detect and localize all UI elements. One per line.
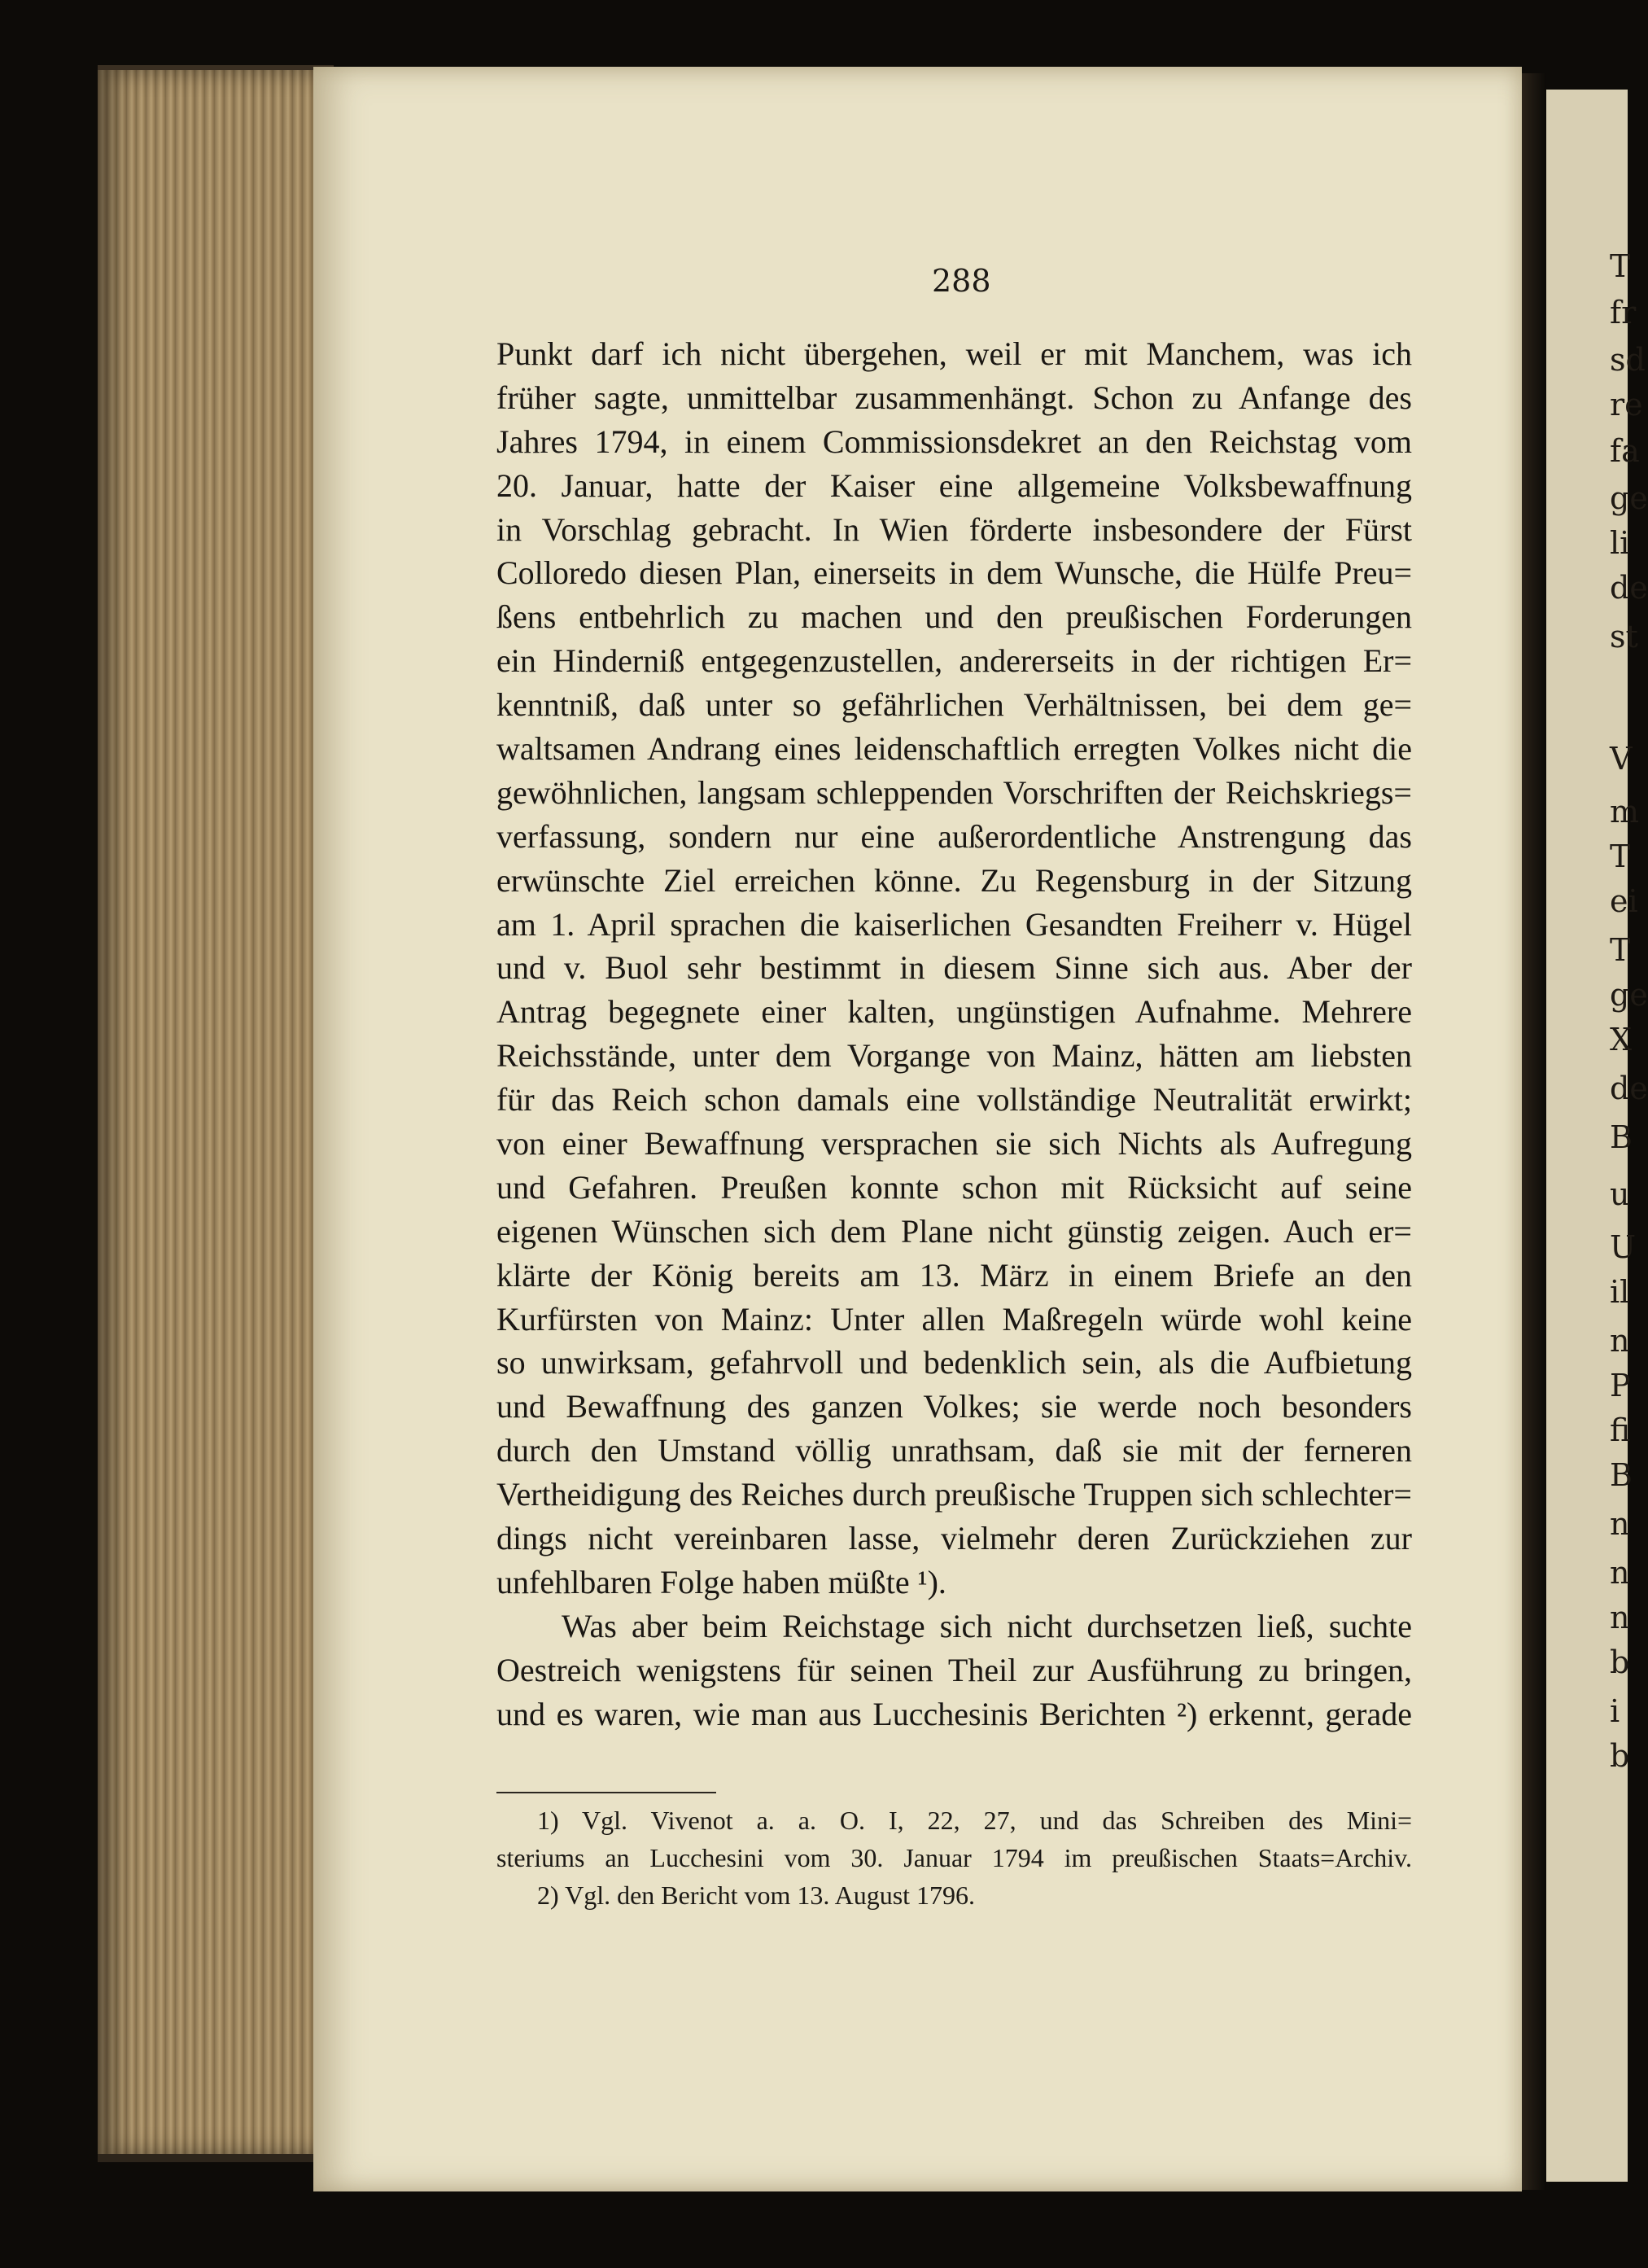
- adjacent-page-fragment: sd: [1610, 342, 1646, 378]
- text-line: am 1. April sprachen die kaiserlichen Gesandten Freiherr v. Hügel: [496, 905, 1412, 943]
- text-line: eigenen Wünschen sich dem Plane nicht günstig zeigen. Auch er=: [496, 1212, 1412, 1250]
- text-line: ein Hinderniß entgegenzustellen, andererseits in der richtigen Er=: [496, 642, 1412, 680]
- text-line: und v. Buol sehr bestimmt in diesem Sinne sich aus. Aber der: [496, 949, 1412, 987]
- adjacent-page-fragment: U: [1610, 1229, 1637, 1265]
- footnote-1-continuation: steriums an Lucchesini vom 30. Januar 1794 im preußischen Staats=Archiv.: [496, 1843, 1412, 1872]
- footnote-divider: [496, 1792, 716, 1793]
- text-line: klärte der König bereits am 13. März in einem Briefe an den: [496, 1256, 1412, 1294]
- text-line: verfassung, sondern nur eine außerordentliche Anstrengung das: [496, 817, 1412, 855]
- text-line: Vertheidigung des Reiches durch preußische Truppen sich schlechter=: [496, 1476, 1412, 1513]
- adjacent-page-fragment: il: [1610, 1274, 1630, 1310]
- text-line: durch den Umstand völlig unrathsam, daß sie mit der ferneren: [496, 1432, 1412, 1469]
- adjacent-page-fragment: T: [1610, 932, 1631, 968]
- text-line: gewöhnlichen, langsam schleppenden Vorschriften der Reichskriegs=: [496, 773, 1412, 811]
- text-line: und es waren, wie man aus Lucchesinis Berichten ²) erkennt, gerade: [496, 1695, 1412, 1732]
- body-text: [496, 332, 1412, 1736]
- adjacent-page-fragment: de: [1610, 1071, 1648, 1106]
- text-line: Kurfürsten von Mainz: Unter allen Maßregeln würde wohl keine: [496, 1300, 1412, 1338]
- paragraph-1: [496, 332, 1412, 1605]
- adjacent-page-fragment: fi: [1610, 1412, 1631, 1448]
- text-line: 20. Januar, hatte der Kaiser eine allgemeine Volksbewaffnung: [496, 466, 1412, 504]
- footnotes: [496, 1802, 1412, 1914]
- text-line: unfehlbaren Folge haben müßte ¹).: [496, 1563, 946, 1600]
- text-line: Antrag begegnete einer kalten, ungünstigen Aufnahme. Mehrere: [496, 993, 1412, 1031]
- adjacent-page-fragment: ei: [1610, 883, 1638, 919]
- adjacent-page-fragment: fa: [1610, 433, 1640, 469]
- text-line: und Gefahren. Preußen konnte schon mit Rücksicht auf seine: [496, 1168, 1412, 1206]
- adjacent-page-fragment: li: [1610, 525, 1630, 561]
- text-line: waltsamen Andrang eines leidenschaftlich erregten Volkes nicht die: [496, 730, 1412, 768]
- adjacent-page-fragment: P: [1610, 1368, 1631, 1403]
- adjacent-page-fragment: fr: [1610, 295, 1637, 331]
- adjacent-page-fragment: n: [1610, 1323, 1630, 1359]
- book-gutter: [1522, 73, 1546, 2190]
- paragraph-2: [496, 1605, 1412, 1736]
- text-line: Jahres 1794, in einem Commissionsdekret an den Reichstag vom: [496, 423, 1412, 460]
- adjacent-page-fragment: de: [1610, 570, 1648, 606]
- adjacent-page-fragment: b: [1610, 1738, 1630, 1774]
- adjacent-page-fragment: T: [1610, 838, 1631, 874]
- adjacent-page-fragment: ge: [1610, 977, 1648, 1013]
- text-line: von einer Bewaffnung versprachen sie sich Nichts als Aufregung: [496, 1125, 1412, 1162]
- text-line: erwünschte Ziel erreichen könne. Zu Regensburg in der Sitzung: [496, 861, 1412, 899]
- text-line: und Bewaffnung des ganzen Volkes; sie werde noch besonders: [496, 1388, 1412, 1425]
- adjacent-page-fragment: n: [1610, 1555, 1630, 1591]
- text-line: Punkt darf ich nicht übergehen, weil er mit Manchem, was ich: [496, 335, 1412, 372]
- footnote-2: 2) Vgl. den Bericht vom 13. August 1796.: [537, 1881, 976, 1910]
- text-line: früher sagte, unmittelbar zusammenhängt. Schon zu Anfange des: [496, 379, 1412, 416]
- adjacent-page-fragment: st: [1610, 619, 1638, 655]
- adjacent-page: [1546, 90, 1648, 2182]
- text-line: kenntniß, daß unter so gefährlichen Verhältnissen, bei dem ge=: [496, 686, 1412, 724]
- text-line: dings nicht vereinbaren lasse, vielmehr deren Zurückziehen zur: [496, 1520, 1412, 1557]
- text-line: Was aber beim Reichstage sich nicht durchsetzen ließ, suchte: [562, 1607, 1412, 1644]
- text-line: in Vorschlag gebracht. In Wien förderte insbesondere der Fürst: [496, 510, 1412, 548]
- adjacent-page-fragment: re: [1610, 387, 1643, 423]
- text-line: für das Reich schon damals eine vollständige Neutralität erwirkt;: [496, 1081, 1412, 1119]
- adjacent-page-fragment: B: [1610, 1119, 1633, 1155]
- text-line: Colloredo diesen Plan, einerseits in dem Wunsche, die Hülfe Preu=: [496, 554, 1412, 592]
- adjacent-page-fragment: ge: [1610, 480, 1648, 516]
- adjacent-page-fragment: b: [1610, 1644, 1630, 1680]
- adjacent-page-fragment: B: [1610, 1457, 1633, 1493]
- book-page-edges: [98, 65, 334, 2162]
- text-line: so unwirksam, gefahrvoll und bedenklich sein, als die Aufbietung: [496, 1344, 1412, 1381]
- adjacent-page-fragment: m: [1610, 794, 1640, 830]
- text-line: Oestreich wenigstens für seinen Theil zur Ausführung zu bringen,: [496, 1651, 1412, 1688]
- page-number: 288: [932, 263, 991, 299]
- adjacent-page-fragment: u: [1610, 1176, 1630, 1212]
- adjacent-page-fragment: V: [1610, 741, 1633, 777]
- adjacent-page-fragment: n: [1610, 1506, 1630, 1542]
- text-line: ßens entbehrlich zu machen und den preußischen Forderungen: [496, 598, 1412, 636]
- adjacent-page-fragment: X: [1610, 1022, 1633, 1057]
- adjacent-page-fragment: i: [1610, 1693, 1620, 1729]
- adjacent-page-fragment: n: [1610, 1600, 1630, 1635]
- adjacent-page-fragment: T: [1610, 248, 1631, 284]
- text-line: Reichsstände, unter dem Vorgange von Mainz, hätten am liebsten: [496, 1037, 1412, 1075]
- footnote-1-line: 1) Vgl. Vivenot a. a. O. I, 22, 27, und das Schreiben des Mini=: [537, 1806, 1412, 1835]
